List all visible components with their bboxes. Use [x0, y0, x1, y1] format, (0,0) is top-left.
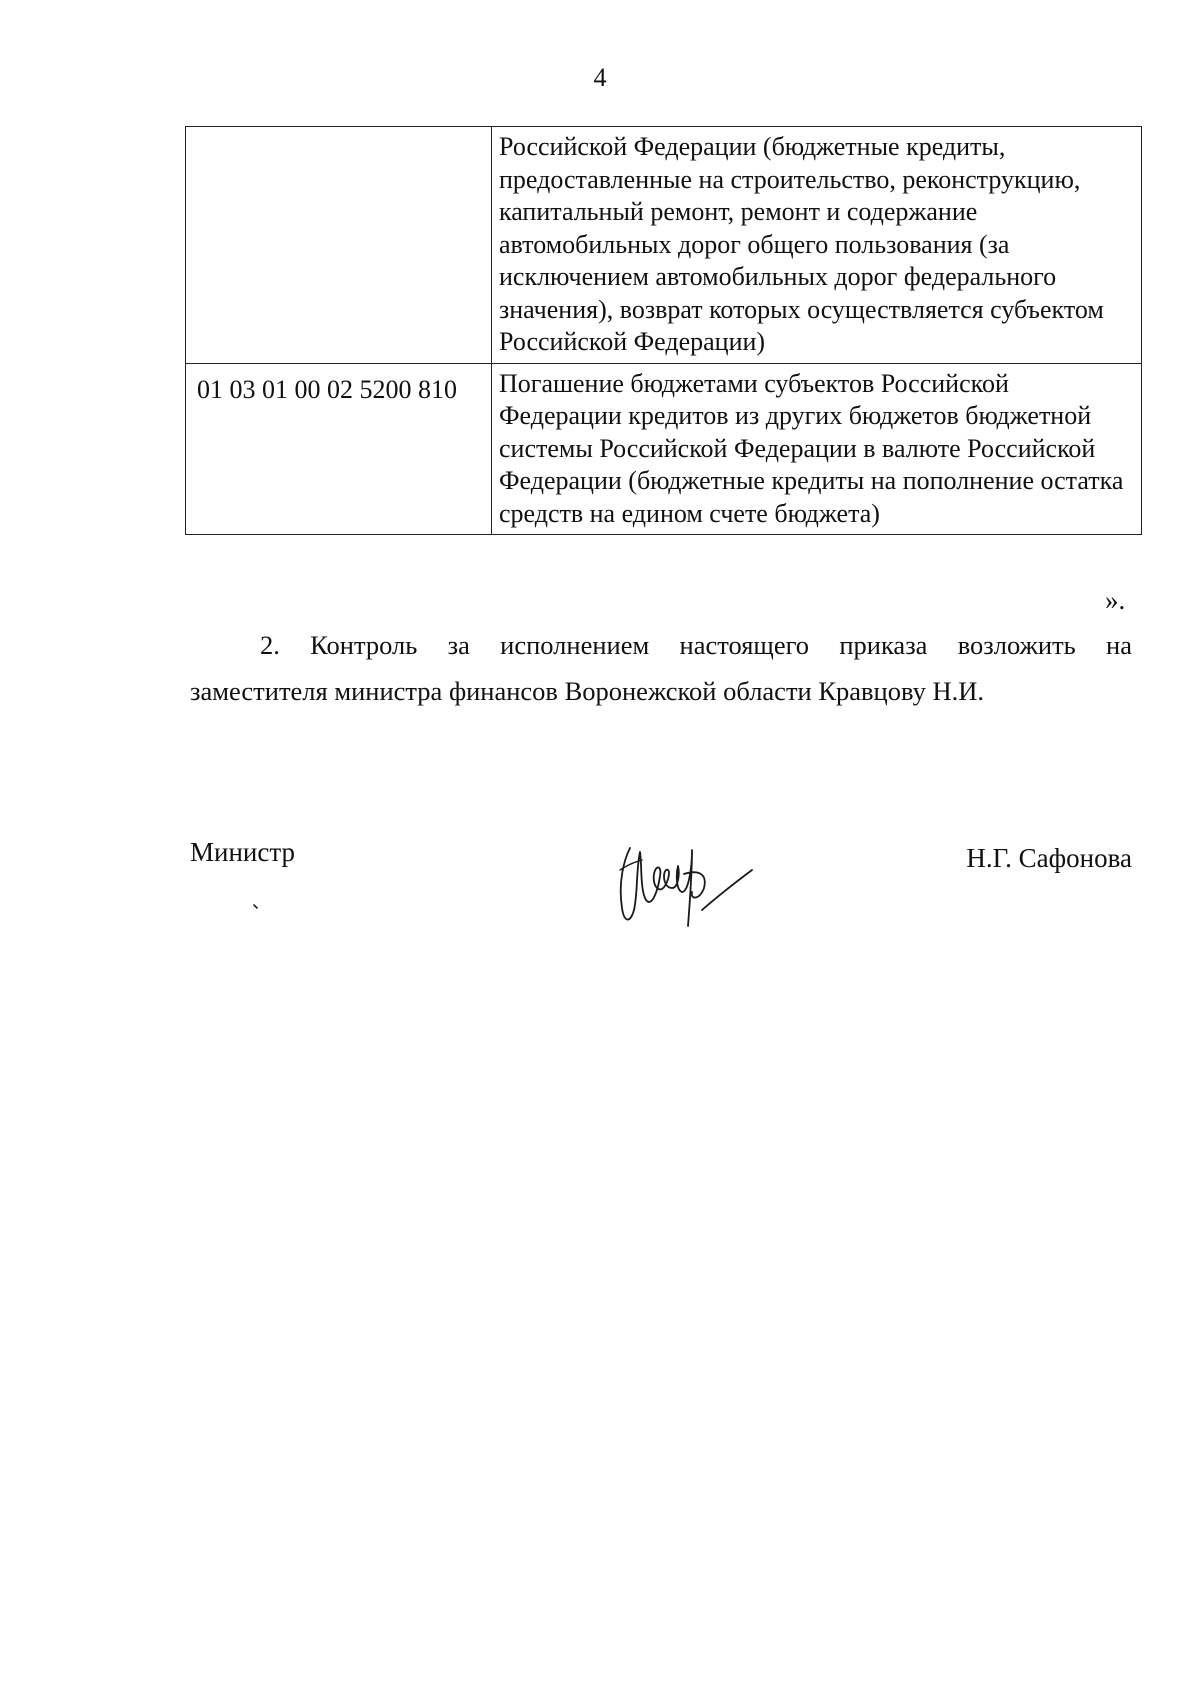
- paragraph-rest: заместителя министра финансов Воронежской области Кравцову Н.И.: [190, 676, 984, 706]
- page-number: 4: [593, 63, 607, 92]
- table-cell-description: Российской Федерации (бюджетные кредиты, предоставленные на строительство, реконструкцию, капитальный ремонт, ремонт и содержание автомобильных дорог общего пользования (за исключением автомобильных дорог федерального значения), возврат которых осуществляется субъектом Российской Федерации): [492, 127, 1142, 364]
- closing-quote: ».: [1105, 585, 1126, 615]
- minister-title: Министр: [190, 837, 295, 867]
- table-cell-code: 01 03 01 00 02 5200 810: [186, 363, 492, 535]
- table-row: [186, 127, 1142, 364]
- control-paragraph: [190, 622, 1132, 714]
- minister-name: Н.Г. Сафонова: [966, 843, 1132, 873]
- paragraph-first-line: 2. Контроль за исполнением настоящего приказа возложить на: [260, 630, 1132, 660]
- budget-classification-table: [185, 126, 1142, 535]
- table-row: [186, 363, 1142, 535]
- table-cell-code: [186, 127, 492, 364]
- signature-block: [190, 836, 1132, 956]
- table-cell-description: Погашение бюджетами субъектов Российской Федерации кредитов из других бюджетов бюджетной системы Российской Федерации в валюте Российской Федерации (бюджетные кредиты на пополнение остатка средств на едином счете бюджета): [492, 363, 1142, 535]
- stray-ink-mark: [253, 904, 259, 910]
- handwritten-signature: [600, 830, 760, 940]
